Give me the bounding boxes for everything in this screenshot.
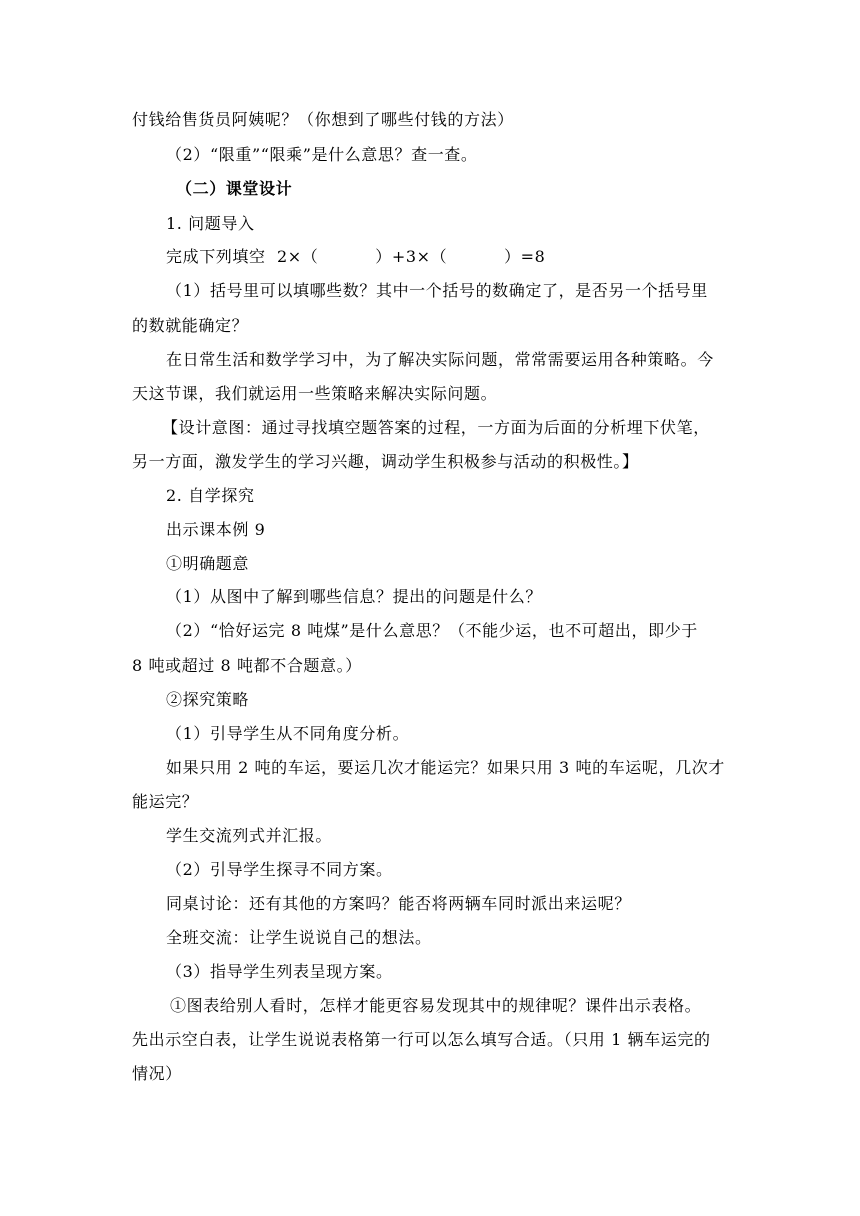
text-line: 先出示空白表，让学生说说表格第一行可以怎么填写合适。（只用 1 辆车运完的 [132,1030,711,1049]
text-line: （1）引导学生从不同角度分析。 [166,724,410,743]
text-line: 情况） [132,1064,182,1083]
text-line: （2）“限重”“限乘”是什么意思？查一查。 [166,145,478,164]
text-line: 同桌讨论：还有其他的方案吗？能否将两辆车同时派出来运呢？ [166,894,631,913]
text-line: 完成下列填空 2×（ ）+3×（ ）=8 [166,247,546,266]
text-line: 天这节课，我们就运用一些策略来解决实际问题。 [132,384,498,403]
text-line: 8 吨或超过 8 吨都不合题意。） [132,656,362,675]
subsection-heading: 1. 问题导入 [166,214,255,233]
text-line: （1）括号里可以填哪些数？其中一个括号的数确定了，是否另一个括号里 [166,281,708,300]
text-line: 在日常生活和数学学习中，为了解决实际问题，常常需要运用各种策略。今 [166,350,714,369]
section-heading: （二）课堂设计 [176,179,293,198]
text-line: 出示课本例 9 [166,520,266,539]
subsection-heading: 2. 自学探究 [166,486,255,505]
text-line: ①明确题意 [166,554,250,573]
text-line: （2）“恰好运完 8 吨煤”是什么意思？（不能少运，也不可超出，即少于 [166,621,698,640]
text-line: 全班交流：让学生说说自己的想法。 [166,928,432,947]
text-line: 如果只用 2 吨的车运，要运几次才能运完？如果只用 3 吨的车运呢，几次才 [166,758,725,777]
text-line: （3）指导学生列表呈现方案。 [166,962,393,981]
text-line: 【设计意图：通过寻找填空题答案的过程，一方面为后面的分析埋下伏笔， [162,418,710,437]
text-line: （2）引导学生探寻不同方案。 [166,860,393,879]
text-line: 学生交流列式并汇报。 [166,826,333,845]
text-line: 付钱给售货员阿姨呢？（你想到了哪些付钱的方法） [132,110,514,129]
text-line: 能运完？ [132,792,199,811]
text-line: 的数就能确定？ [132,316,249,335]
text-line: （1）从图中了解到哪些信息？提出的问题是什么？ [166,587,542,606]
text-line: 另一方面，激发学生的学习兴趣，调动学生积极参与活动的积极性。】 [132,452,639,471]
text-line: ②探究策略 [166,690,250,709]
text-line: ①图表给别人看时，怎样才能更容易发现其中的规律呢？课件出示表格。 [170,996,702,1015]
